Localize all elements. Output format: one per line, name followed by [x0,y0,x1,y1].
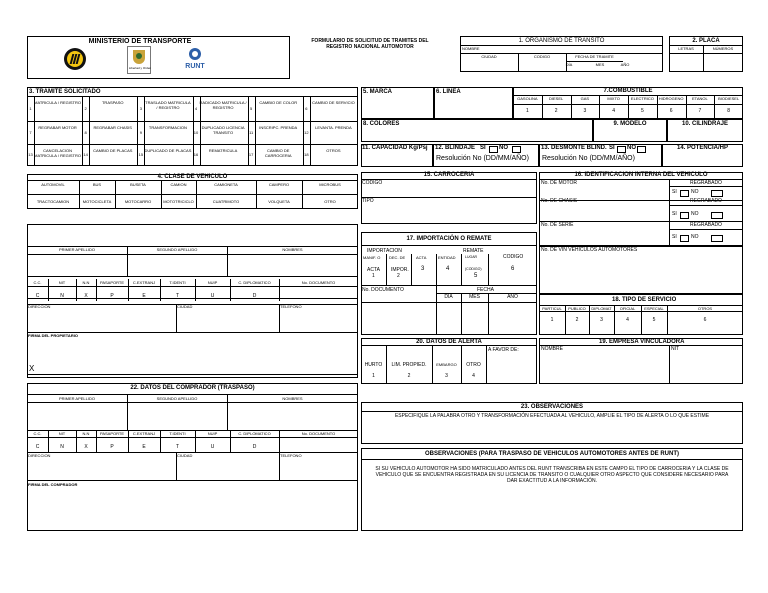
organismo-nombre-label: NOMBRE [462,46,480,51]
form-title-line2: REGISTRO NACIONAL AUTOMOTOR [326,44,414,50]
doc-type-label: PASAPORTE [99,431,125,436]
desmonte-no-checkbox[interactable] [637,146,646,153]
import-code-6: 6 [511,266,515,272]
entidad-label: ENTIDAD [438,255,456,260]
fuel-type-code[interactable]: 6 [669,108,673,114]
doc-type-code[interactable]: P [110,293,114,299]
importacion-title: 17. IMPORTACIÓN O REMATE [406,236,492,242]
tramite-option-label[interactable]: INSCRIPC. PRENDA [259,125,298,130]
vin-box [539,246,743,294]
service-type-label: ESPECIAL [644,306,664,311]
a-favor-de-label: A FAVOR DE: [488,347,519,353]
manif-label: MANIF. O [363,255,381,260]
organismo-codigo-label: CODIGO [533,54,551,59]
servicio-title: 18. TIPO DE SERVICIO [612,297,677,303]
clase-option[interactable]: CAMION [170,182,187,187]
motor-label: No. DE MOTOR [541,180,578,186]
firma-comprador-label: FIRMA DEL COMPRADOR [28,482,78,487]
import-code-5: 5 [474,273,478,279]
signature-x-mark: X [29,364,35,373]
fuel-type-code[interactable]: 7 [698,108,702,114]
tramite-option-number[interactable]: 15 [138,152,144,157]
alert-type-label: HURTO [364,362,383,368]
doc-type-code[interactable]: C [35,293,40,299]
service-type-label: PUBLICO [568,306,586,311]
motor-regrabado-label: REGRABADO [690,180,722,186]
service-type-label: DIPLOMAT [591,306,612,311]
linea-title: 6. LINEA [436,89,461,95]
ministry-title: MINISTERIO DE TRANSPORTE [88,38,192,45]
motor-no-label: NO [691,189,699,195]
doc-type-label: NUIP [207,280,218,285]
doc-type-code[interactable]: X [84,444,88,450]
tramite-option-number[interactable]: 7 [29,129,32,135]
import-code-2: 2 [397,273,400,279]
owner-ciudad-label: CIUDAD [177,304,193,309]
doc-type-code[interactable]: X [84,293,88,299]
fuel-type-label: GAS [580,96,590,101]
doc-type-label: T.IDENTI [169,431,186,436]
owner-nombres-label: NOMBRES [282,247,303,252]
clase-option[interactable]: BUS [92,182,102,187]
desmonte-no-label: NO [627,145,636,151]
runt-logo-text: RUNT [185,63,205,70]
vin-label: No. DE VIN VEHICULOS AUTOMOTORES [541,247,638,253]
firma-propietario-label: FIRMA DEL PROPIETARIO [28,333,78,338]
no-documento-label: No. DOCUMENTO [362,287,404,293]
fuel-type-label: ETANOL [692,96,708,101]
chasis-si-checkbox[interactable] [680,212,689,219]
observaciones-title: 23. OBSERVACIONES [520,404,584,410]
serie-si-checkbox[interactable] [680,235,689,242]
alerta-title: 20. DATOS DE ALERTA [416,339,482,345]
obs-traspaso-line2: VEHICULO QUE SE ENCUENTRA REGISTRADA EN SU LICENCIA DE TRANSITO O CUALQUIER OTRO ASPECTO QUE CONSIDERE NECESARIO PARA [375,472,729,478]
clase-option[interactable]: MOTOCICLETA [82,199,112,204]
clase-option[interactable]: CAMIONETA [214,182,238,187]
fuel-type-label: GASOLINA [517,96,538,101]
empresa-nombre-label: NOMBRE [541,346,563,352]
colores-title: 8. COLORES [363,121,400,127]
doc-type-label: N.N [82,431,90,436]
comprador-telefono-label: TELEFONO [280,453,302,458]
tramite-option-label[interactable]: TRANSFORMACION [148,125,187,130]
serie-no-checkbox[interactable] [711,235,723,242]
blindaje-si-label: SI [480,145,486,151]
service-type-label: OTROS [697,306,713,311]
service-type-code[interactable]: 2 [575,317,579,323]
doc-type-label: No. DOCUMENTO [301,431,336,436]
import-ano-label: AÑO [507,294,518,300]
serie-label: No. DE SERIE [541,222,574,228]
tramite-option-number[interactable]: 9 [139,129,142,135]
motor-no-checkbox[interactable] [711,190,723,197]
acta-import-label: ACTA [367,267,380,273]
desmonte-si-label: SI [609,145,615,151]
runt-logo [183,48,207,72]
doc-type-label: PASAPORTE [99,280,125,285]
alert-type-code[interactable]: 3 [445,373,448,379]
comprador-direccion-label: DIRECCION [28,453,51,458]
desmonte-title: 13. DESMONTE BLIND. [541,145,607,151]
impor-label: IMPOR. [391,267,409,273]
tramite-option-number[interactable]: 10 [193,129,199,135]
tramite-option-label[interactable]: DUPLICADO DE PLACAS [144,148,192,153]
clase-option[interactable]: CAMPERO [268,182,290,187]
import-mes-label: MES [469,294,480,300]
doc-type-code[interactable]: D [252,293,257,299]
fuel-type-label: MIXTO [607,96,620,101]
doc-type-label: NIT [58,280,66,285]
chasis-regrabado-label: REGRABADO [690,198,722,204]
tramite-option-number[interactable]: 17 [248,152,254,157]
owner-segundo-apellido-label: SEGUNDO APELLIDO [156,247,198,252]
doc-type-label: No. DOCUMENTO [301,280,336,285]
doc-type-label: C.C. [33,431,42,436]
doc-type-code[interactable]: E [142,293,146,299]
chasis-no-label: NO [691,211,699,217]
owner-direccion-label: DIRECCION [28,304,51,309]
chasis-label: No. DE CHASIS [541,198,578,204]
fuel-type-label: BIODIESEL [718,96,740,101]
tramite-option-number[interactable]: 14 [83,152,88,157]
tramite-option-number[interactable]: 3 [139,105,142,111]
obs-traspaso-line1: SI SU VEHICULO AUTOMOTOR HA SIDO MATRICULADO ANTES DEL RUNT TRANSCRIBA EN ESTE CAMPO EL TIPO DE CARROCERIA Y LA CLASE DE [375,466,729,472]
blindaje-si-checkbox[interactable] [489,146,498,153]
import-code-4: 4 [446,266,450,272]
service-type-label: OFICIAL [619,306,636,311]
importacion-label: IMPORTACION [367,248,402,254]
blindaje-resolucion-label: Resolución No (DD/MM/AÑO) [436,155,529,162]
fuel-type-code[interactable]: 8 [727,108,731,114]
observaciones-text: ESPECIFIQUE LA PALABRA OTRO Y TRANSFORMACIÓN EFECTUADA AL VEHICULO, AMPLIE EL TIPO DE ALERTA O LO QUE ESTIME [394,413,710,419]
doc-type-label: N.N [82,280,90,285]
tramite-option-label[interactable]: CANCELACION MATRICULA / REGISTRO [34,148,81,158]
serie-si-label: SI [672,234,677,240]
service-type-code[interactable]: 4 [626,317,629,323]
tramite-option-label[interactable]: DUPLICADO LICENCIA TRANSITO [201,125,245,135]
doc-type-code[interactable]: E [142,444,146,450]
doc-type-code[interactable]: T [175,444,180,450]
empresa-nit-label: NIT [671,346,680,352]
carroceria-tipo-label: TIPO [362,198,374,204]
fuel-type-code[interactable]: 3 [583,108,587,114]
tramite-option-number[interactable]: 18 [304,152,309,157]
fuel-type-code[interactable]: 5 [640,108,644,114]
doc-type-label: NIT [58,431,66,436]
doc-type-label: C.EXTRANJ [132,431,156,436]
doc-type-code[interactable]: C [35,444,40,450]
clase-option[interactable]: MICROBUS [319,182,341,187]
codigo-small-label: (CODIGO) [465,267,482,271]
doc-type-code[interactable]: U [210,293,215,299]
fuel-type-label: DIESEL [549,96,564,101]
owner-telefono-label: TELEFONO [280,304,302,309]
service-type-code[interactable]: 6 [703,317,707,323]
import-code-1: 1 [372,273,375,279]
clase-vehiculo-title: 4. CLASE DE VEHICULO [157,174,228,180]
fecha-ano-label: AÑO [620,62,630,67]
alert-type-label: OTRO [466,362,481,368]
comprador-nombres-label: NOMBRES [282,396,303,401]
clase-option[interactable]: MOTOTRICICLO [163,199,194,204]
placa-numeros-label: NÚMEROS [712,46,734,51]
motor-si-checkbox[interactable] [680,190,689,197]
import-dia-label: DIA [444,294,453,300]
tramite-option-label[interactable]: OTROS [326,148,341,153]
blindaje-no-checkbox[interactable] [512,146,521,153]
doc-type-code[interactable]: T [175,293,180,299]
tramite-option-label[interactable]: TRASLADO MATRICULA / REGISTRO [145,100,191,110]
tramite-option-label[interactable]: CAMBIO DE CARROCERIA [264,148,292,158]
import-fecha-label: FECHA [477,287,494,293]
clase-option[interactable]: BUSETA [130,182,146,187]
blindaje-title: 12. BLINDAJE [435,145,476,151]
tramite-option-number[interactable]: 1 [29,105,32,111]
tramite-option-number[interactable]: 5 [250,105,253,111]
obs-traspaso-box [361,448,743,531]
service-type-code[interactable]: 3 [600,317,603,323]
tramite-option-label[interactable]: REMATRICULA [208,148,238,153]
combustible-title: 7.COMBUSTIBLE [603,88,653,94]
fecha-tramite-label: FECHA DE TRAMITE [575,54,614,59]
clase-option[interactable]: MOTOCARRO [124,199,152,204]
tramite-option-label[interactable]: LEVANTA. PRENDA [315,125,352,130]
comprador-ciudad-label: CIUDAD [177,453,193,458]
doc-type-label: NUIP [207,431,218,436]
chasis-si-label: SI [672,211,677,217]
marca-title: 5. MARCA [363,89,393,95]
carroceria-title: 15. CARROCERIA [423,172,475,178]
owner-primer-apellido-label: PRIMER APELLIDO [58,247,95,252]
serie-regrabado-label: REGRABADO [690,222,722,228]
tramite-option-label[interactable]: RADICADO MATRICULA / REGISTRO [199,100,247,110]
clase-option[interactable]: AUTOMOVIL [41,182,65,187]
blindaje-no-label: NO [499,145,508,151]
organismo-ciudad-label: CIUDAD [481,54,497,59]
doc-type-code[interactable]: P [110,444,114,450]
lugar-label: LUGAR [465,255,478,259]
comprador-segundo-apellido-label: SEGUNDO APELLIDO [156,396,198,401]
motor-si-label: SI [672,189,677,195]
tramite-title: 3. TRAMITE SOLICITADO [29,89,101,95]
tramite-option-number[interactable]: 12 [304,129,309,135]
form-title-line1: FORMULARIO DE SOLICITUD DE TRAMITES DEL [311,38,429,44]
alert-type-label: EMBARGO [436,362,457,367]
doc-type-label: C.C. [33,280,42,285]
codigo-remate-label: CODIGO [503,254,524,260]
tramite-option-number[interactable]: 16 [193,152,199,157]
fuel-type-label: HIDROGENO [658,96,684,101]
doc-type-label: C.EXTRANJ [132,280,156,285]
doc-type-label: C. DIPLOMATICO [238,280,271,285]
serie-no-label: NO [691,234,699,240]
colombia-shield-logo [127,46,151,74]
doc-type-code[interactable]: N [60,444,64,450]
empresa-title: 19. EMPRESA VINCULADORA [599,339,685,345]
tramite-option-number[interactable]: 2 [84,105,87,111]
carroceria-codigo-label: CODIGO [362,180,383,186]
tramite-option-label[interactable]: CAMBIO DE PLACAS [93,148,133,153]
doc-type-code[interactable]: U [210,444,215,450]
comprador-primer-apellido-label: PRIMER APELLIDO [58,396,95,401]
capacidad-title: 11. CAPACIDAD Kg/Psj [362,145,428,151]
clase-option[interactable]: TRACTOCAMION [36,199,70,204]
ministry-logo [64,48,86,70]
modelo-title: 9. MODELO [613,121,647,127]
doc-type-label: C. DIPLOMATICO [238,431,271,436]
alert-type-code[interactable]: 4 [472,373,475,379]
shield-caption: Libertad y Orden [128,66,152,70]
tramite-option-number[interactable]: 11 [249,129,254,135]
import-code-3: 3 [421,266,425,272]
fuel-type-code[interactable]: 1 [525,108,529,114]
doc-type-code[interactable]: D [252,444,257,450]
acta-label: ACTA [416,255,427,260]
clase-option[interactable]: VOLQUETA [268,199,290,204]
tramite-option-label[interactable]: TRASPASO [101,100,124,105]
dec-de-label: DEC. DE [389,255,406,260]
tramite-option-number[interactable]: 8 [84,129,87,135]
tramite-option-number[interactable]: 6 [305,105,308,111]
desmonte-si-checkbox[interactable] [617,146,626,153]
service-type-code[interactable]: 5 [652,317,656,323]
organismo-title: 1. ORGANISMO DE TRANSITO [518,38,605,44]
chasis-no-checkbox[interactable] [711,212,723,219]
tramite-option-number[interactable]: 13 [28,152,33,157]
obs-traspaso-title: OBSERVACIONES (PARA TRASPASO DE VEHICULOS AUTOMOTORES ANTES DE RUNT) [424,451,680,457]
tramite-option-label[interactable]: MATRICULA / REGISTRO [34,100,81,105]
fuel-type-code[interactable]: 2 [554,108,558,114]
fuel-type-label: ELECTRICO [630,96,654,101]
tramite-option-label[interactable]: REGRABAR CHASIS [93,125,132,130]
tramite-option-label[interactable]: CAMBIO DE SERVICIO [312,100,355,105]
potencia-title: 14. POTENCIA/HP [676,145,728,151]
alert-type-code[interactable]: 1 [372,373,375,379]
fecha-mes-label: MES [595,62,605,67]
doc-type-code[interactable]: N [60,293,64,299]
comprador-title: 22. DATOS DEL COMPRADOR (TRASPASO) [130,385,255,391]
obs-traspaso-line3: DAR EXACTITUD A LA INFORMACIÓN. [506,478,597,484]
alert-type-code[interactable]: 2 [407,373,411,379]
clase-option[interactable]: CUATRIMOTO [212,199,240,204]
placa-title: 2. PLACA [692,38,720,44]
clase-option[interactable]: OTRO [324,199,336,204]
alert-type-label: LIM. PROPIED. [391,362,427,368]
fuel-type-code[interactable]: 4 [612,108,616,114]
service-type-label: PARTICUL [542,306,562,311]
fecha-dia-label: DÍA [565,62,573,67]
remate-label: REMATE [463,248,484,254]
comprador-box [27,383,358,531]
identificacion-title: 16. IDENTIFICACION INTERNA DEL VEHICULO [574,172,708,178]
service-type-code[interactable]: 1 [550,317,554,323]
tramite-option-number[interactable]: 4 [194,105,198,111]
cilindraje-title: 10. CILINDRAJE [681,121,728,127]
doc-type-label: T.IDENTI [169,280,186,285]
desmonte-resolucion-label: Resolución No (DD/MM/AÑO) [542,155,635,162]
tramite-option-label[interactable]: CAMBIO DE COLOR [259,100,298,105]
tramite-option-label[interactable]: REGRABAR MOTOR [38,125,77,130]
placa-letras-label: LETRAS [678,46,694,51]
